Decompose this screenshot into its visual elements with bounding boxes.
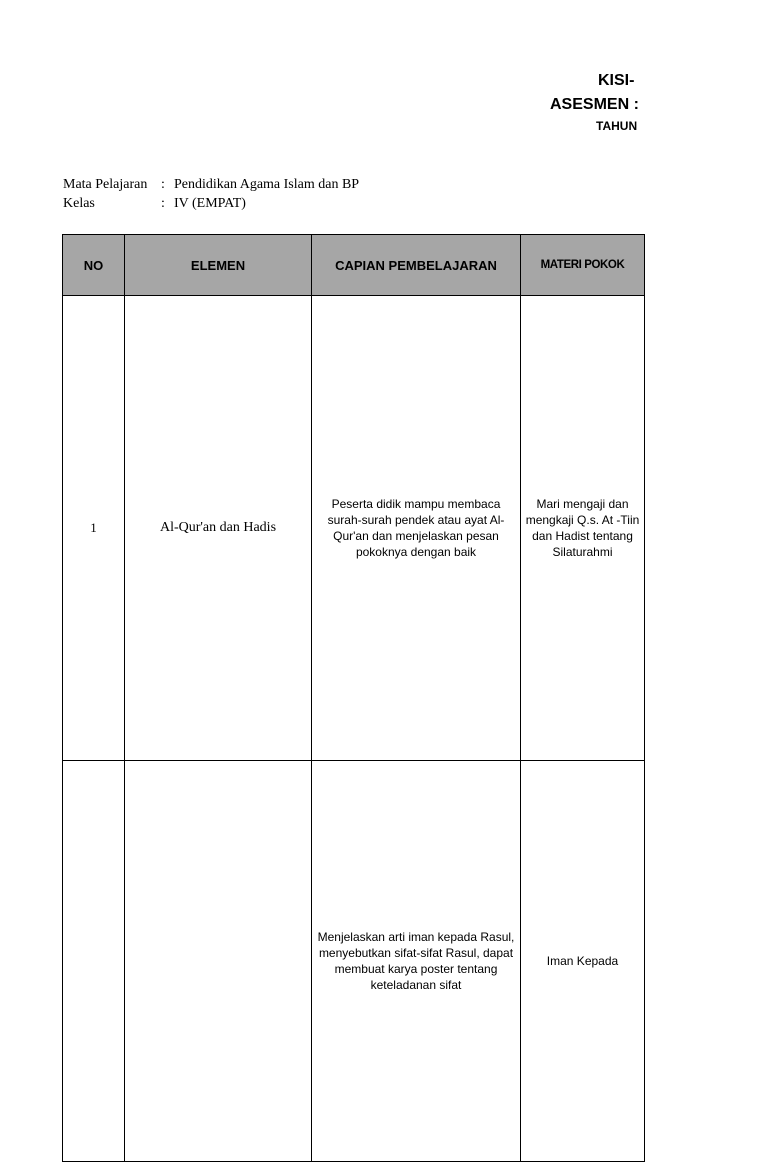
kisi-kisi-table xyxy=(62,234,645,1162)
cell-capaian: Menjelaskan arti iman kepada Rasul, menyebutkan sifat-sifat Rasul, dapat membuat karya poster tentang keteladanan sifat xyxy=(312,761,521,1162)
kisi-kisi-table-viewport xyxy=(62,234,644,992)
table-row xyxy=(63,761,645,1162)
class-value: IV (EMPAT) xyxy=(174,196,246,211)
column-header-capaian: CAPIAN PEMBELAJARAN xyxy=(312,235,521,296)
subject-label: Mata Pelajaran xyxy=(63,177,148,192)
subject-value: Pendidikan Agama Islam dan BP xyxy=(174,177,360,192)
cell-no xyxy=(63,761,125,1162)
cell-materi: Iman Kepada xyxy=(521,761,645,1162)
class-label: Kelas xyxy=(63,196,95,211)
column-header-materi: MATERI POKOK xyxy=(521,235,645,296)
table-header-row xyxy=(63,235,645,296)
document-subtitle: ASESMEN : xyxy=(550,96,639,113)
subject-separator: : xyxy=(161,177,165,192)
cell-elemen: Al-Qur'an dan Hadis xyxy=(125,296,312,761)
document-year-line: TAHUN xyxy=(596,119,638,133)
cell-elemen xyxy=(125,761,312,1162)
column-header-elemen: ELEMEN xyxy=(125,235,312,296)
cell-capaian: Peserta didik mampu membaca surah-surah pendek atau ayat Al-Qur'an dan menjelaskan pesan pokoknya dengan baik xyxy=(312,296,521,761)
table-row xyxy=(63,296,645,761)
class-separator: : xyxy=(161,196,165,211)
column-header-no: NO xyxy=(63,235,125,296)
document-title: KISI- xyxy=(598,72,635,89)
cell-materi: Mari mengaji dan mengkaji Q.s. At -Tiin dan Hadist tentang Silaturahmi xyxy=(521,296,645,761)
cell-no: 1 xyxy=(63,296,125,761)
